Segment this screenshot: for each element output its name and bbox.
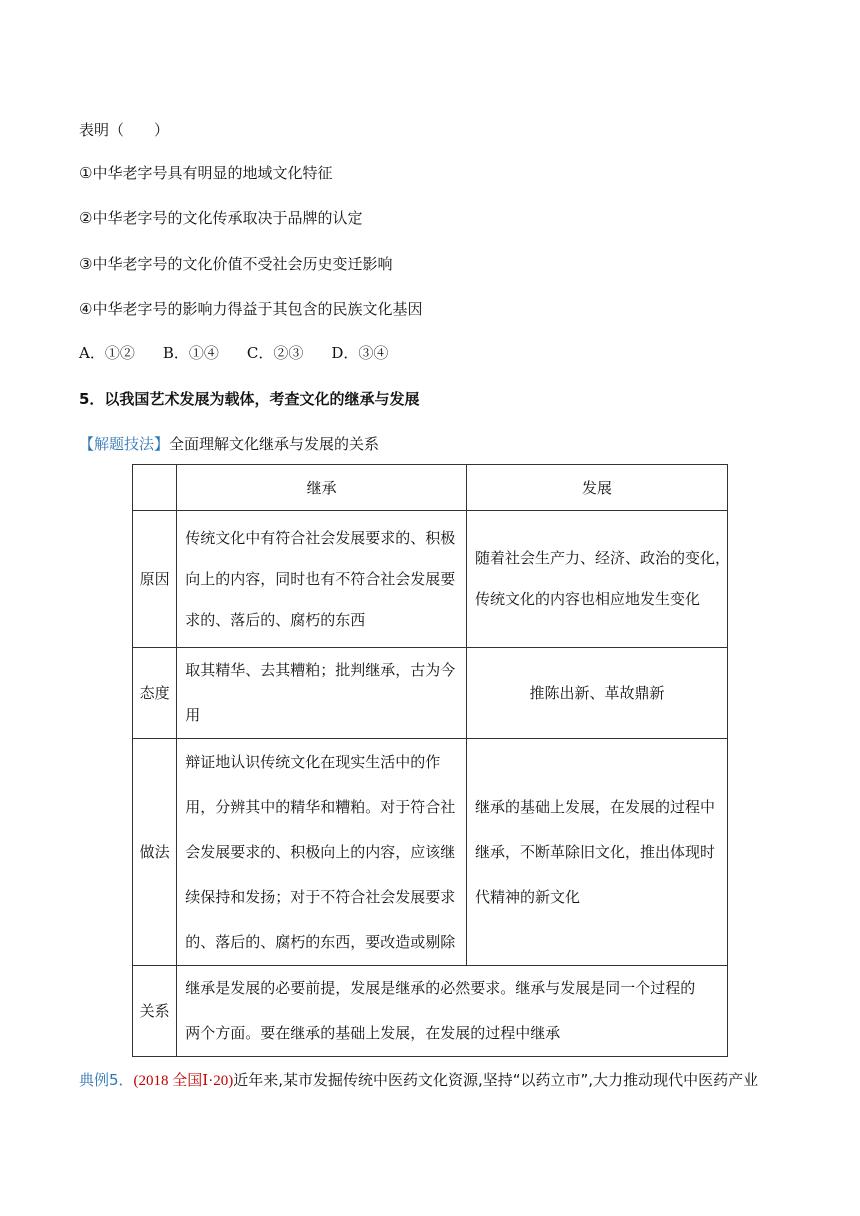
option-a: A．①② xyxy=(79,344,135,362)
cell-line: 传统文化中有符合社会发展要求的、积极 xyxy=(185,528,456,547)
cell-develop xyxy=(466,648,727,739)
example-source: (2018 全国Ⅰ·20) xyxy=(133,1073,234,1089)
cell-line: 随着社会生产力、经济、政治的变化， xyxy=(474,549,730,567)
table-row xyxy=(133,511,728,648)
cell-line: 用 xyxy=(185,706,201,724)
cell-line: 传统文化的内容也相应地发生变化 xyxy=(474,590,700,608)
example-text: 近年来,某市发掘传统中医药文化资源,坚持“以药立市”,大力推动现代中医药产业 xyxy=(233,1071,759,1089)
option-c: C．②③ xyxy=(246,344,304,362)
section-heading: 5．以我国艺术发展为载体，考查文化的继承与发展 xyxy=(79,390,420,408)
answer-options xyxy=(79,343,416,363)
question-item-2: ②中华老字号的文化传承取决于品牌的认定 xyxy=(79,209,363,227)
cell-line: 代精神的新文化 xyxy=(474,887,580,906)
cell-line: 继承的基础上发展，在发展的过程中 xyxy=(474,797,715,816)
cell-line: 继承是发展的必要前提，发展是继承的必然要求。继承与发展是同一个过程的 xyxy=(185,979,696,997)
tip-text: 全面理解文化继承与发展的关系 xyxy=(169,435,380,453)
cell-line: 继承，不断革除旧文化，推出体现时 xyxy=(474,842,715,861)
cell-develop xyxy=(466,739,727,966)
option-b: B．①④ xyxy=(162,344,219,362)
cell-line: 会发展要求的、积极向上的内容，应该继 xyxy=(185,842,456,861)
table-row xyxy=(133,739,728,966)
cell-relation xyxy=(177,966,728,1057)
row-label: 态度 xyxy=(133,648,177,739)
table-header-row xyxy=(133,465,728,511)
header-develop: 发展 xyxy=(466,465,727,511)
cell-line: 两个方面。要在继承的基础上发展，在发展的过程中继承 xyxy=(185,1024,561,1042)
tip-label: 【解题技法】 xyxy=(79,435,170,453)
cell-line: 辩证地认识传统文化在现实生活中的作 xyxy=(185,752,441,771)
question-item-1: ①中华老字号具有明显的地域文化特征 xyxy=(79,164,333,182)
example-line xyxy=(79,1070,758,1091)
cell-line: 用，分辨其中的精华和糟粕。对于符合社 xyxy=(185,797,456,816)
row-label: 关系 xyxy=(133,966,177,1057)
row-label: 做法 xyxy=(133,739,177,966)
cell-inherit xyxy=(177,511,467,648)
question-item-3: ③中华老字号的文化价值不受社会历史变迁影响 xyxy=(79,255,393,273)
cell-line: 的、落后的、腐朽的东西，要改造或剔除 xyxy=(185,932,456,951)
table-row xyxy=(133,966,728,1057)
option-d: D．③④ xyxy=(331,344,389,362)
cell-develop xyxy=(466,511,730,648)
cell-line: 取其精华、去其糟粕；批判继承，古为今 xyxy=(185,661,456,679)
cell-line: 向上的内容，同时也有不符合社会发展要 xyxy=(185,569,456,588)
cell-inherit xyxy=(177,648,467,739)
header-empty-cell xyxy=(133,465,177,511)
cell-line: 求的、落后的、腐朽的东西 xyxy=(185,610,366,629)
cell-line: 续保持和发扬；对于不符合社会发展要求 xyxy=(185,887,456,906)
tip-line xyxy=(79,434,379,454)
question-stem: 表明（ ） xyxy=(79,121,170,139)
header-inherit: 继承 xyxy=(177,465,467,511)
cell-line: 推陈出新、革故鼎新 xyxy=(529,684,665,702)
cell-inherit xyxy=(177,739,467,966)
row-label: 原因 xyxy=(133,511,177,648)
comparison-table xyxy=(132,464,728,1057)
table-row xyxy=(133,648,728,739)
question-item-4: ④中华老字号的影响力得益于其包含的民族文化基因 xyxy=(79,300,423,318)
example-label: 典例5． xyxy=(79,1071,134,1089)
